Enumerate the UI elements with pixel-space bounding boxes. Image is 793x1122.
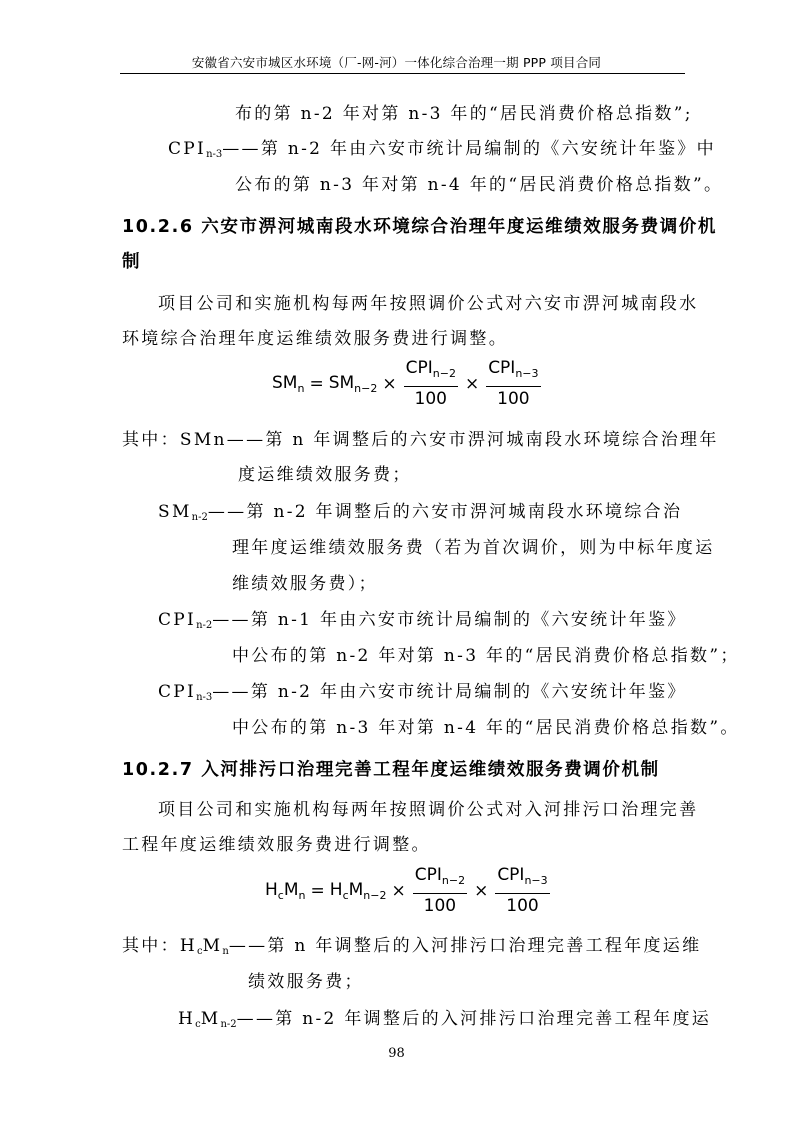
definition-text: ——第 n 年调整后的入河排污口治理完善工程年度运维 (228, 936, 702, 956)
definition-text: ——第 n-2 年由六安市统计局编制的《六安统计年鉴》中 (222, 139, 716, 159)
section-heading-10-2-7: 10.2.7 入河排污口治理完善工程年度运维绩效服务费调价机制 (122, 760, 660, 780)
term: CPI (168, 139, 207, 159)
term: $H_cM_n$ (179, 936, 229, 957)
text-line: 度运维绩效服务费； (238, 465, 412, 485)
definition-sm-n2 (158, 497, 682, 523)
term-subscript: n-2 (191, 512, 208, 523)
paragraph-line: 项目公司和实施机构每两年按照调价公式对入河排污口治理完善 (158, 800, 699, 820)
text-line: 理年度运维绩效服务费（若为首次调价，则为中标年度运 (232, 538, 715, 558)
definition-text: ——第 n-2 年调整后的入河排污口治理完善工程年度运 (236, 1009, 712, 1029)
fraction-cpi-n2: $\frac{CPI_{n-2}}{100}$ (405, 358, 456, 409)
term-subscript: n-3 (196, 692, 213, 703)
formula-hcm (265, 864, 552, 917)
page-header: 安徽省六安市城区水环境（厂-网-河）一体化综合治理一期 PPP 项目合同 (191, 55, 602, 70)
section-heading-10-2-6: 10.2.6 六安市淠河城南段水环境综合治理年度运维绩效服务费调价机 (122, 217, 717, 237)
times-sign: × (474, 880, 489, 901)
fraction-cpi-n3: $\frac{CPI_{n-3}}{100}$ (497, 865, 548, 916)
term: $H_cM_{n-2}$ (178, 1009, 237, 1030)
fraction-cpi-n2: $\frac{CPI_{n-2}}{100}$ (414, 865, 466, 916)
header-rule (120, 73, 685, 74)
text-line: 布的第 n-2 年对第 n-3 年的“居民消费价格总指数”; (235, 104, 693, 124)
formula-rhs-term: $SM_{n-2}$ (328, 372, 378, 395)
paragraph-line: 工程年度运维绩效服务费进行调整。 (122, 835, 431, 855)
text-line: 中公布的第 n-2 年对第 n-3 年的“居民消费价格总指数”； (232, 646, 740, 666)
times-sign: × (391, 880, 406, 901)
text-line: 中公布的第 n-3 年对第 n-4 年的“居民消费价格总指数”。 (232, 718, 740, 738)
equals-sign: = (310, 880, 325, 901)
term: CPI (158, 682, 197, 702)
definition-text: ——第 n-2 年调整后的六安市淠河城南段水环境综合治 (207, 502, 683, 522)
fraction-cpi-n3: $\frac{CPI_{n-3}}{100}$ (488, 358, 539, 409)
term: SM (158, 502, 192, 522)
definition-cpi-n3 (168, 134, 716, 160)
formula-lhs: $SM_n$ (272, 372, 305, 395)
term-subscript: n-2 (196, 620, 213, 631)
times-sign: × (382, 373, 397, 394)
formula-lhs: $H_cM_n$ (265, 879, 306, 902)
text-line: 维绩效服务费）； (232, 574, 378, 594)
term: CPI (158, 610, 197, 630)
text-line: 绩效服务费； (248, 972, 364, 992)
term-subscript: n-3 (206, 149, 223, 160)
section-heading-continuation: 制 (122, 252, 142, 272)
text-line: 公布的第 n-3 年对第 n-4 年的“居民消费价格总指数”。 (235, 175, 724, 195)
paragraph-line: 环境综合治理年度运维绩效服务费进行调整。 (122, 329, 508, 349)
definition-text: ——第 n-2 年由六安市统计局编制的《六安统计年鉴》 (212, 682, 687, 702)
definition-smn: 其中：SMn——第 n 年调整后的六安市淠河城南段水环境综合治理年 (122, 430, 719, 450)
times-sign: × (464, 373, 480, 394)
definition-cpi-n3-b (158, 677, 687, 703)
equals-sign: = (309, 373, 324, 394)
formula-sm (272, 357, 543, 410)
page-number: 98 (388, 1046, 405, 1061)
definition-hcmn: 其中：$H_cM_n——$第 n 年调整后的入河排污口治理完善工程年度运维 (122, 936, 702, 957)
definition-text: ——第 n-1 年由六安市统计局编制的《六安统计年鉴》 (212, 610, 687, 630)
definition-cpi-n2 (158, 605, 687, 631)
paragraph-line: 项目公司和实施机构每两年按照调价公式对六安市淠河城南段水 (158, 294, 699, 314)
definition-hcm-n2 (178, 1004, 711, 1030)
formula-rhs-term: $H_cM_{n-2}$ (329, 879, 387, 902)
